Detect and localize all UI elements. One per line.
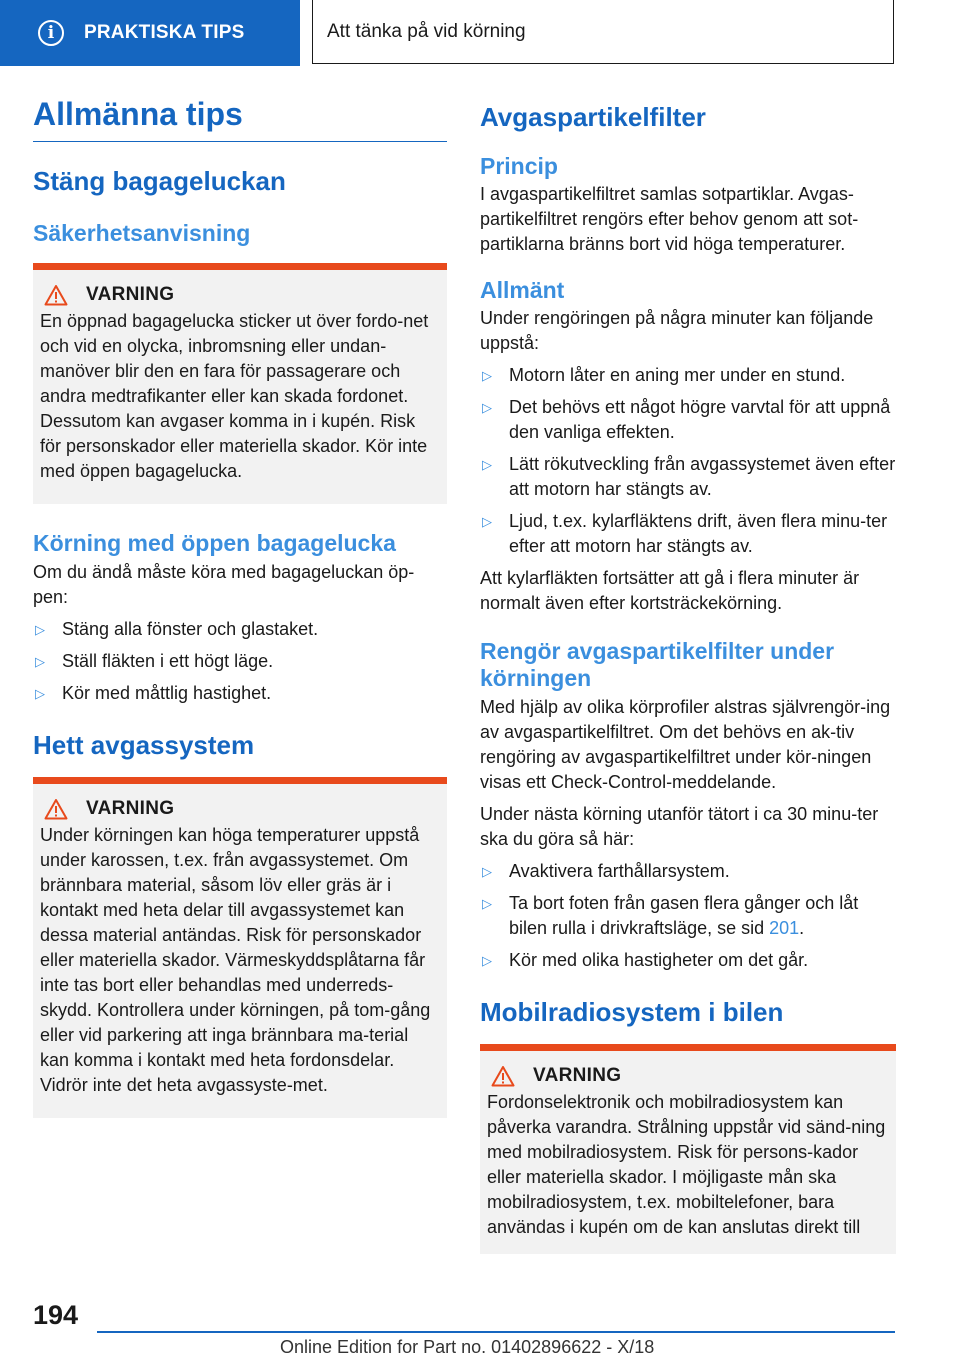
heading-close-trunk: Stäng bagageluckan <box>33 166 286 196</box>
bullet-icon: ▷ <box>35 686 45 701</box>
warning-title: VARNING <box>86 798 175 819</box>
bullet-icon: ▷ <box>482 368 492 383</box>
page-reference-link[interactable]: 201 <box>769 918 800 938</box>
driving-list <box>33 617 447 706</box>
bullet-icon: ▷ <box>482 896 492 911</box>
list-item: ▷ Det behövs ett något högre varvtal för att uppnå den vanliga effekten. <box>482 397 891 442</box>
list-item: ▷ Stäng alla fönster och glastaket. <box>33 617 447 642</box>
list-item: ▷ Kör med måttlig hastighet. <box>33 681 447 706</box>
general-list <box>480 363 896 559</box>
bullet-icon: ▷ <box>482 953 492 968</box>
warning-box-exhaust <box>33 777 447 1118</box>
bullet-icon: ▷ <box>482 457 492 472</box>
heading-mobile-radio: Mobilradiosystem i bilen <box>480 997 784 1027</box>
general-intro: Under rengöringen på några minuter kan följande uppstå: <box>480 308 874 353</box>
page-header <box>0 0 960 66</box>
warning-text: Fordonselektronik och mobilradiosystem kan påverka varandra. Strålning uppstår vid sänd-ning med mobilradiosystem. Risk för persons-kador eller materiella skador. I möjligaste mån ska mobilradiosystem, t.ex. mobiltelefoner, bara användas i kupén om de kan anslutas direkt till <box>487 1092 886 1237</box>
chapter-tab[interactable] <box>0 0 300 66</box>
warning-triangle-icon <box>491 1065 515 1087</box>
bullet-icon: ▷ <box>482 400 492 415</box>
right-column <box>480 96 896 1254</box>
chapter-tab-label: PRAKTISKA TIPS <box>84 22 245 43</box>
bullet-icon: ▷ <box>482 864 492 879</box>
list-item: ▷ Ställ fläkten i ett högt läge. <box>33 649 447 674</box>
warning-triangle-icon <box>44 284 68 306</box>
heading-clean-filter: Rengör avgaspartikelfilter under körningen <box>480 638 835 691</box>
driving-intro: Om du ändå måste köra med bagageluckan öp-pen: <box>33 562 415 607</box>
edition-note: Online Edition for Part no. 01402896622 - X/18 <box>280 1337 655 1357</box>
warning-title: VARNING <box>86 284 175 305</box>
list-item: ▷ Ljud, t.ex. kylarfläktens drift, även flera minu-ter efter att motorn har stängts av. <box>482 511 888 556</box>
warning-text: Under körningen kan höga temperaturer uppstå under karossen, t.ex. från avgassystemet. Om brännbara material, såsom löv eller gräs är i kontakt med heta delar till avgassystemet kan dessa material antändas. Risk för personskador eller materiella skador. Värmeskyddsplåtarna får inte tas bort eller behandlas med underreds-skydd. Kontrollera under körningen, på tom-gång eller vid parkering att inga brännbara ma-terial kan komma i kontakt med heta fordonsdelar. Vidrör inte det heta avgassyste-met. <box>40 825 431 1095</box>
clean-text-1: Med hjälp av olika körprofiler alstras självrengör-ing av avgaspartikelfiltret. Om det behövs en ak-tiv rengöring av avgaspartikelfiltret under kör-ningen visas ett Check-Control-meddelande. <box>480 697 891 792</box>
bullet-icon: ▷ <box>482 514 492 529</box>
list-item: ▷ Kör med olika hastigheter om det går. <box>480 948 896 973</box>
heading-particle-filter: Avgaspartikelfilter <box>480 102 706 132</box>
list-item: ▷ Ta bort foten från gasen flera gånger och låt bilen rulla i drivkraftsläge, se sid 201. <box>482 893 859 938</box>
warning-box-radio <box>480 1044 896 1254</box>
heading-principle: Princip <box>480 153 558 179</box>
left-column <box>33 96 447 1118</box>
heading-general-tips: Allmänna tips <box>33 96 447 142</box>
warning-title: VARNING <box>533 1065 622 1086</box>
list-item: ▷ Motorn låter en aning mer under en stund. <box>480 363 896 388</box>
section-title: Att tänka på vid körning <box>327 20 526 42</box>
bullet-icon: ▷ <box>35 654 45 669</box>
list-item: ▷ Avaktivera farthållarsystem. <box>480 859 896 884</box>
heading-hot-exhaust: Hett avgassystem <box>33 730 255 760</box>
warning-box-trunk <box>33 263 447 504</box>
warning-triangle-icon <box>44 798 68 820</box>
clean-text-2: Under nästa körning utanför tätort i ca 30 minu-ter ska du göra så här: <box>480 804 879 849</box>
info-icon: i <box>38 20 64 46</box>
bullet-icon: ▷ <box>35 622 45 637</box>
principle-text: I avgaspartikelfiltret samlas sotpartiklar. Avgas-partikelfiltret rengörs efter behov genom att sot-partiklarna bränns bort vid höga temperaturer. <box>480 184 859 254</box>
warning-text: En öppnad bagagelucka sticker ut över fordo-net och vid en olycka, inbromsning eller undan-manöver blir den en fara för passagerare och andra medtrafikanter eller kan skada fordonet. Dessutom kan avgaser komma in i kupén. Risk för personskador eller materiella skador. Kör inte med öppen bagagelucka. <box>40 311 429 481</box>
footer-divider <box>97 1331 895 1333</box>
heading-general: Allmänt <box>480 277 565 303</box>
heading-safety-note: Säkerhetsanvisning <box>33 220 251 246</box>
section-title-box <box>312 0 894 64</box>
clean-list <box>480 859 896 973</box>
general-after-text: Att kylarfläkten fortsätter att gå i flera minuter är normalt även efter kortsträckekörning. <box>480 568 860 613</box>
heading-driving-open-trunk: Körning med öppen bagagelucka <box>33 530 396 556</box>
page-number: 194 <box>33 1300 79 1330</box>
list-item: ▷ Lätt rökutveckling från avgassystemet även efter att motorn har stängts av. <box>482 454 896 499</box>
